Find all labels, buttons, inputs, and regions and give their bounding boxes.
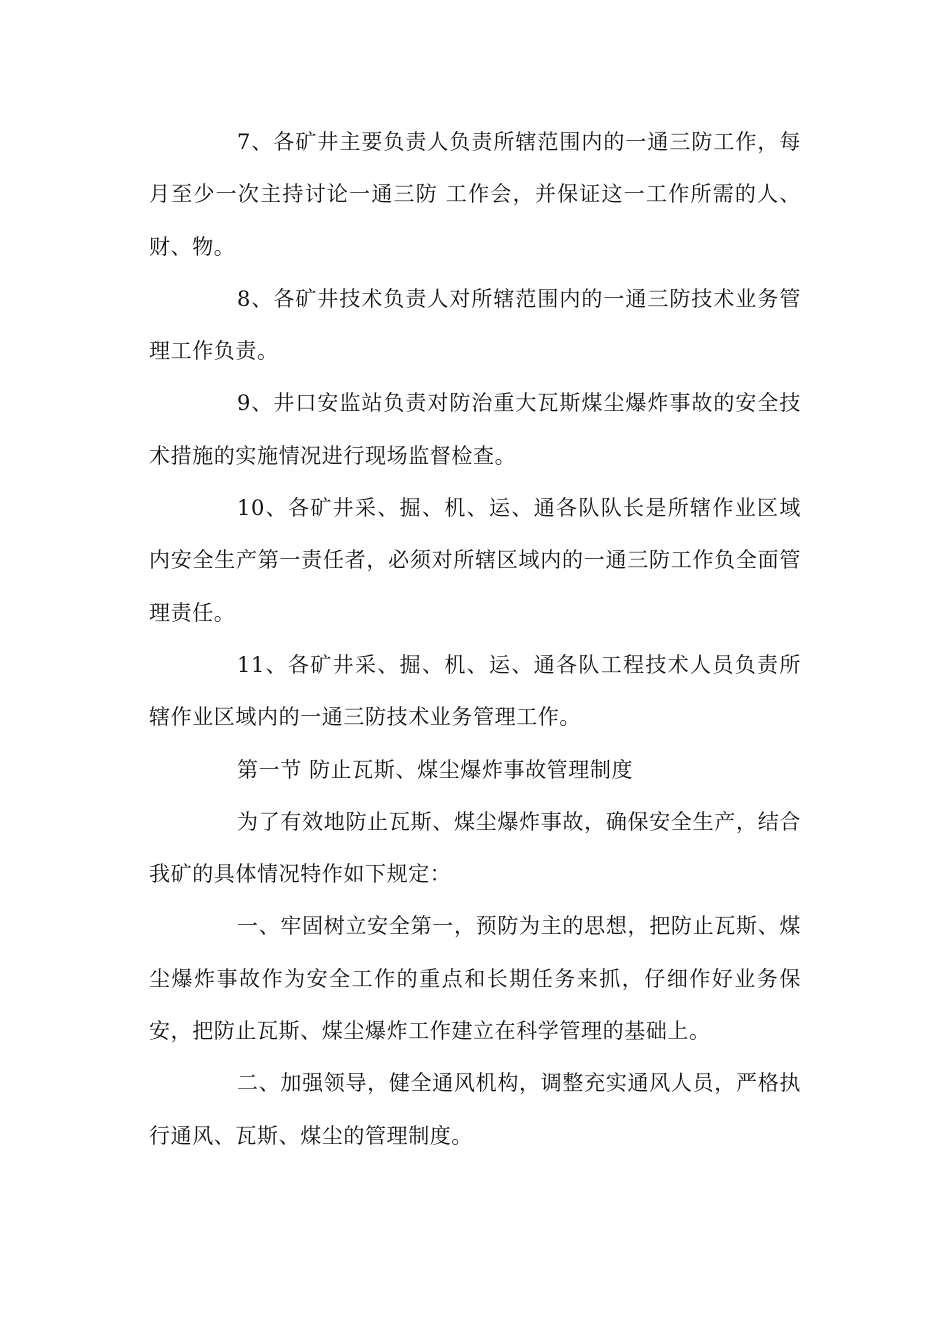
document-body [149, 116, 801, 1162]
section-rule-1-paragraph: 一、牢固树立安全第一，预防为主的思想，把防止瓦斯、煤尘爆炸事故作为安全工作的重点和长期任务来抓，仔细作好业务保安，把防止瓦斯、煤尘爆炸工作建立在科学管理的基础上。 [149, 914, 801, 1044]
paragraph-item-7: 7、各矿井主要负责人负责所辖范围内的一通三防工作，每月至少一次主持讨论一通三防 工作会，并保证这一工作所需的人、财、物。 [149, 130, 801, 259]
paragraph-item-8: 8、各矿井技术负责人对所辖范围内的一通三防技术业务管理工作负责。 [149, 286, 801, 364]
paragraph-item-11: 11、各矿井采、掘、机、运、通各队工程技术人员负责所辖作业区域内的一通三防技术业务管理工作。 [149, 652, 801, 730]
section-rule-2-paragraph: 二、加强领导，健全通风机构，调整充实通风人员，严格执行通风、瓦斯、煤尘的管理制度。 [149, 1071, 801, 1148]
paragraph-item-9: 9、井口安监站负责对防治重大瓦斯煤尘爆炸事故的安全技术措施的实施情况进行现场监督检查。 [149, 391, 801, 468]
section-intro-paragraph: 为了有效地防止瓦斯、煤尘爆炸事故，确保安全生产，结合我矿的具体情况特作如下规定： [149, 809, 801, 887]
paragraph-item-10: 10、各矿井采、掘、机、运、通各队队长是所辖作业区域内安全生产第一责任者，必须对所辖区域内的一通三防工作负全面管理责任。 [149, 496, 801, 625]
section-heading: 第一节 防止瓦斯、煤尘爆炸事故管理制度 [237, 757, 634, 782]
